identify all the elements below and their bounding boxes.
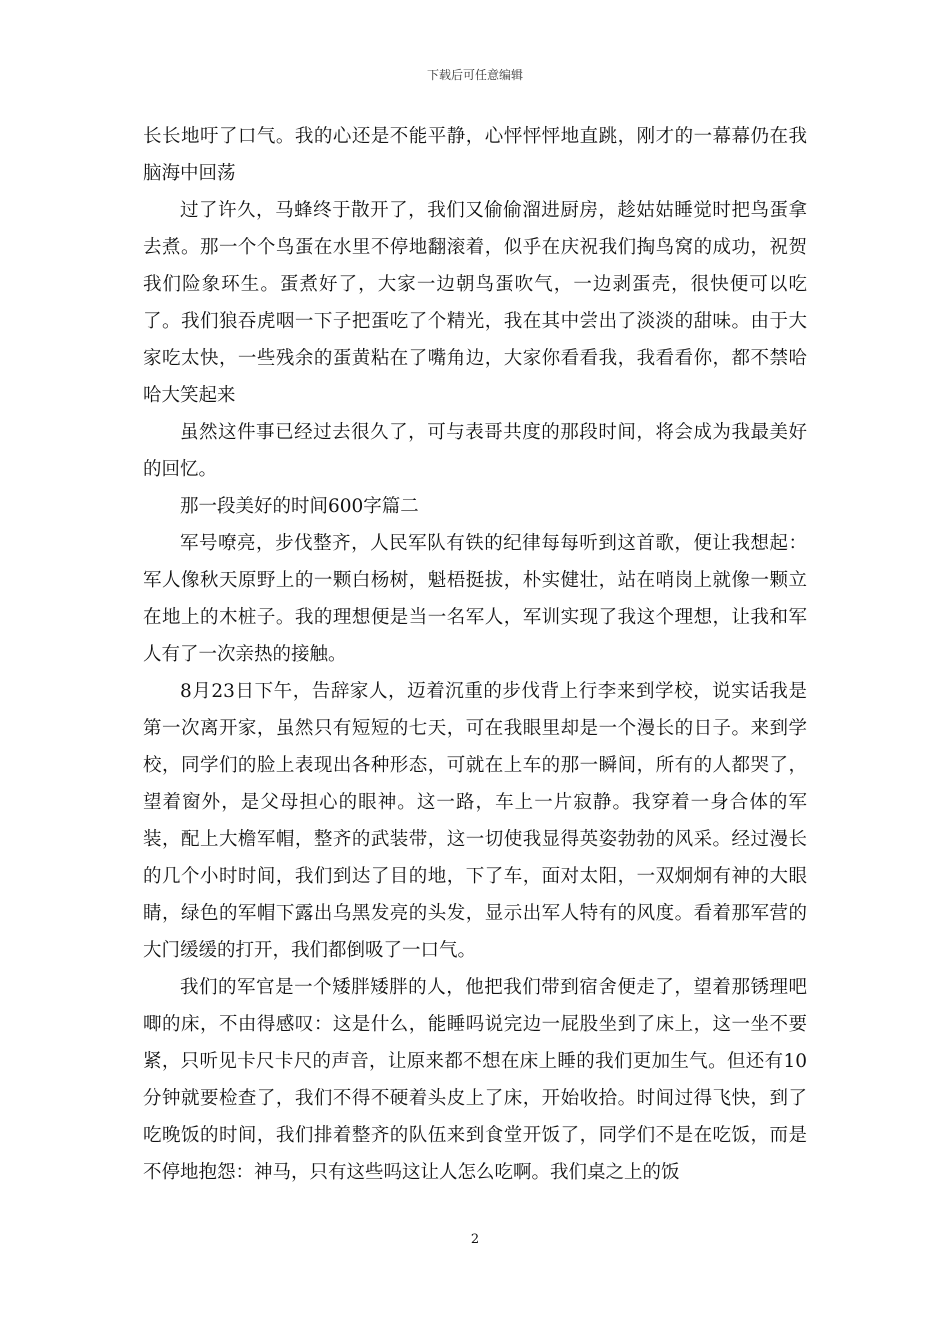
document-body [143,118,807,1191]
paragraph: 军号嘹亮，步伐整齐，人民军队有铁的纪律每每听到这首歌，便让我想起：军人像秋天原野上的一颗白杨树，魁梧挺拔，朴实健壮，站在哨岗上就像一颗立在地上的木桩子。我的理想便是当一名军人，军训实现了我这个理想，让我和军人有了一次亲热的接触。 [143,533,807,665]
paragraph: 虽然这件事已经过去很久了，可与表哥共度的那段时间，将会成为我最美好的回忆。 [143,422,807,480]
page-number: 2 [470,1232,480,1247]
section-heading: 那一段美好的时间600字篇二 [180,496,419,517]
paragraph: 长长地吁了口气。我的心还是不能平静，心怦怦怦地直跳，刚才的一幕幕仍在我脑海中回荡 [143,126,807,184]
page-header-note: 下载后可任意编辑 [426,68,523,82]
paragraph: 8月23日下午，告辞家人，迈着沉重的步伐背上行李来到学校，说实话我是第一次离开家，虽然只有短短的七天，可在我眼里却是一个漫长的日子。来到学校，同学们的脸上表现出各种形态，可就在上车的那一瞬间，所有的人都哭了，望着窗外，是父母担心的眼神。这一路，车上一片寂静。我穿着一身合体的军装，配上大檐军帽，整齐的武装带，这一切使我显得英姿勃勃的风采。经过漫长的几个小时时间，我们到达了目的地，下了车，面对太阳，一双炯炯有神的大眼睛，绿色的军帽下露出乌黑发亮的头发，显示出军人特有的风度。看着那军营的大门缓缓的打开，我们都倒吸了一口气。 [143,681,807,961]
paragraph: 过了许久，马蜂终于散开了，我们又偷偷溜进厨房，趁姑姑睡觉时把鸟蛋拿去煮。那一个个鸟蛋在水里不停地翻滚着，似乎在庆祝我们掏鸟窝的成功，祝贺我们险象环生。蛋煮好了，大家一边朝鸟蛋吹气，一边剥蛋壳，很快便可以吃了。我们狼吞虎咽一下子把蛋吃了个精光，我在其中尝出了淡淡的甜味。由于大家吃太快，一些残余的蛋黄粘在了嘴角边，大家你看看我，我看看你，都不禁哈哈大笑起来 [143,200,807,406]
paragraph: 我们的军官是一个矮胖矮胖的人，他把我们带到宿舍便走了，望着那锈理吧唧的床，不由得感叹：这是什么，能睡吗说完边一屁股坐到了床上，这一坐不要紧，只听见卡尺卡尺的声音，让原来都不想在床上睡的我们更加生气。但还有10分钟就要检查了，我们不得不硬着头皮上了床，开始收拾。时间过得飞快，到了吃晚饭的时间，我们排着整齐的队伍来到食堂开饭了，同学们不是在吃饭，而是不停地抱怨：神马，只有这些吗这让人怎么吃啊。我们桌之上的饭 [143,977,807,1183]
